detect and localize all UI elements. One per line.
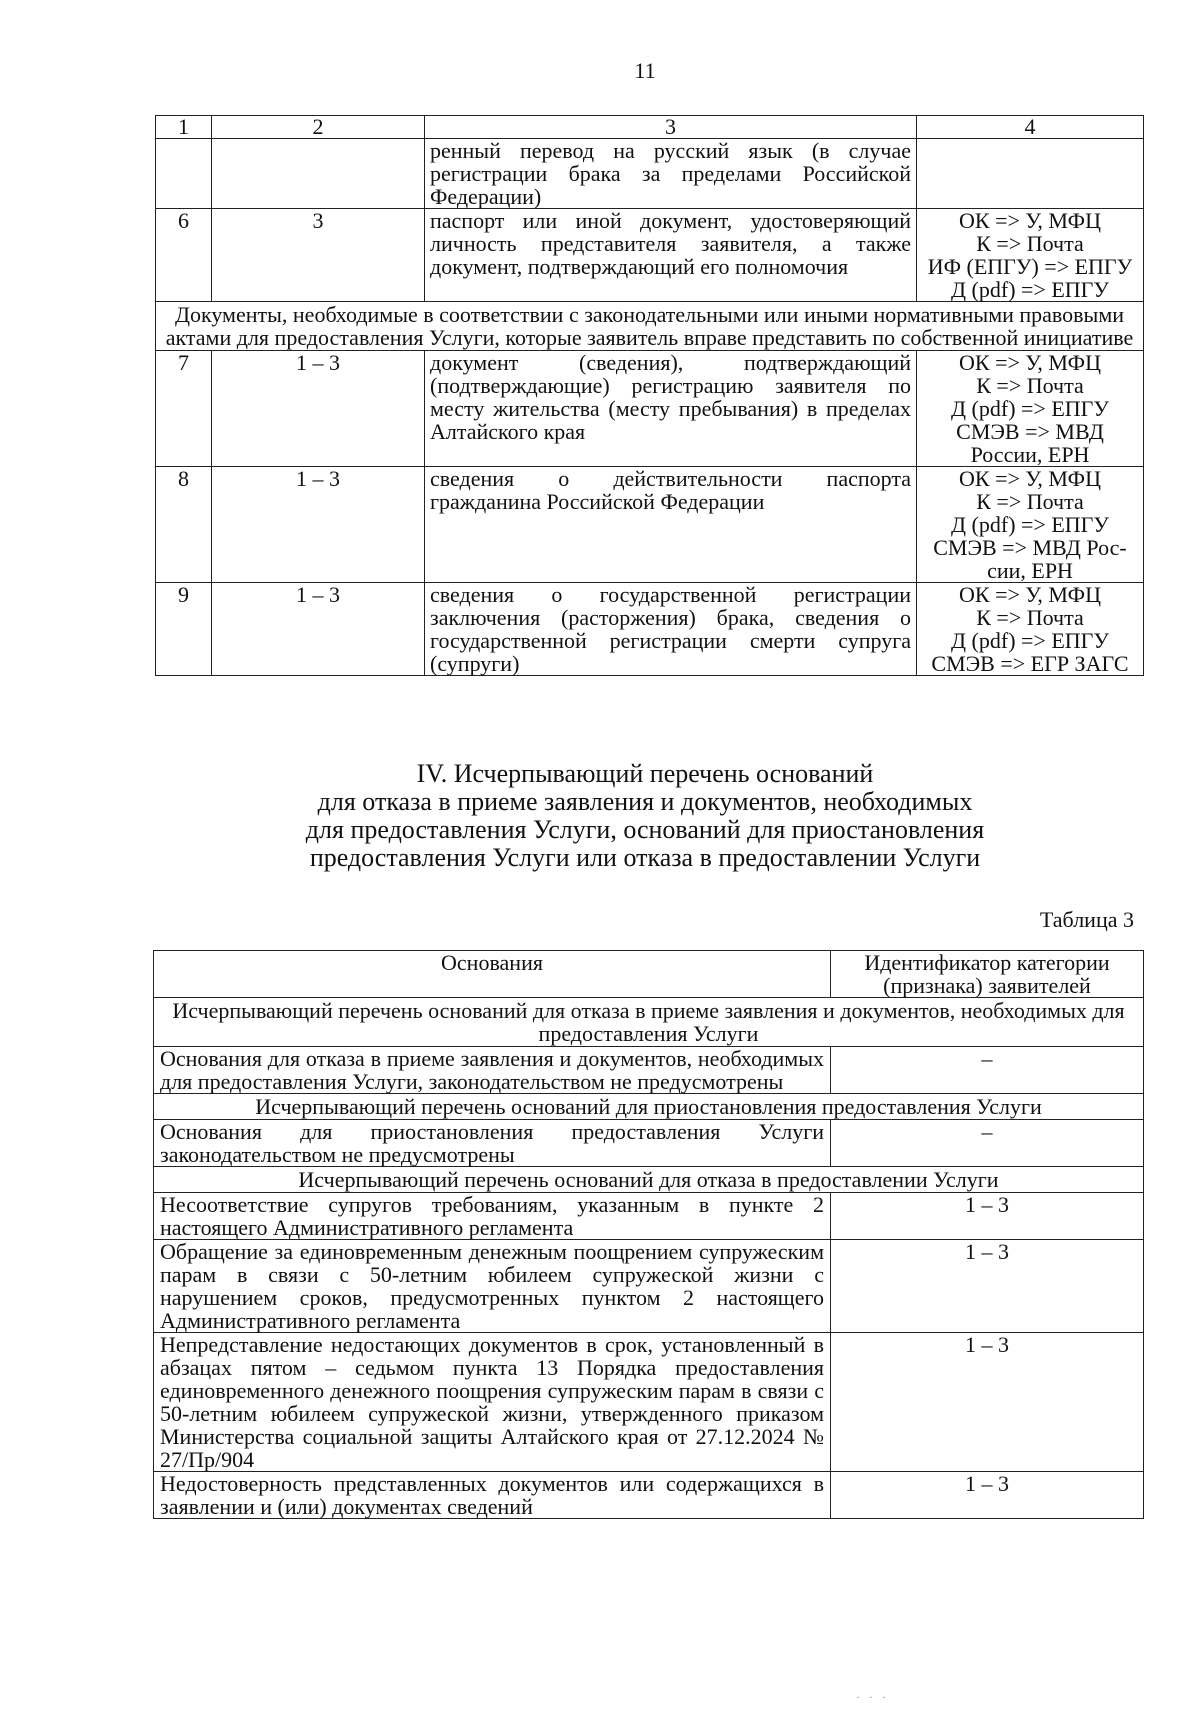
table-header-row: [154, 951, 1144, 998]
table-header-row: [156, 116, 1144, 139]
section-heading: [0, 760, 1200, 872]
method-line: Д (pdf) => ЕПГУ: [951, 277, 1109, 302]
section-title: Исчерпывающий перечень оснований для отказа в предоставлении Услуги: [154, 1167, 1144, 1193]
table-row: [154, 1472, 1144, 1519]
heading-line: для предоставления Услуги, оснований для приостановления: [305, 815, 985, 844]
row-category: 3: [212, 209, 425, 302]
category-cell: 1 – 3: [831, 1240, 1144, 1333]
category-cell: –: [831, 1047, 1144, 1094]
reason-cell: Обращение за единовременным денежным поощрением супружеским парам в связи с 50-летним юбилеем супружеской жизни с нарушением сроков, предусмотренных пунктом 2 настоящего Административного регламента: [154, 1240, 831, 1333]
table-row: [156, 467, 1144, 583]
row-methods: [917, 467, 1144, 583]
reason-cell: Несоответствие супругов требованиям, указанным в пункте 2 настоящего Административного регламента: [154, 1193, 831, 1240]
documents-table: [155, 115, 1144, 676]
method-line: К => Почта: [976, 489, 1084, 514]
table-row: [156, 351, 1144, 467]
row-number: 6: [156, 209, 212, 302]
reason-cell: Основания для отказа в приеме заявления и документов, необходимых для предоставления Услуги, законодательством не предусмотрены: [154, 1047, 831, 1094]
method-line: ИФ (ЕПГУ) => ЕПГУ: [927, 254, 1133, 279]
table-label: Таблица 3: [1039, 907, 1134, 932]
table-row: [156, 209, 1144, 302]
column-header: 2: [212, 116, 425, 139]
heading-line: для отказа в приеме заявления и документов, необходимых: [317, 787, 973, 816]
table-row: [154, 1047, 1144, 1094]
row-document: ренный перевод на русский язык (в случае регистрации брака за пределами Российской Федерации): [425, 139, 917, 209]
section-title: Исчерпывающий перечень оснований для отказа в приеме заявления и документов, необходимых для предоставления Услуги: [154, 998, 1144, 1047]
column-header-category: Идентификатор категории (признака) заявителей: [831, 951, 1144, 998]
reason-cell: Непредставление недостающих документов в срок, установленный в абзацах пятом – седьмом пункта 13 Порядка предоставления единовременного денежного поощрения супружеским парам в связи с 50-летним юбилеем супружеской жизни, утвержденного приказом Министерства социальной защиты Алтайского края от 27.12.2024 № 27/Пр/904: [154, 1333, 831, 1472]
grounds-table: [153, 950, 1144, 1519]
row-document: сведения о государственной регистрации заключения (расторжения) брака, сведения о государственной регистрации смерти супруга (супруги): [425, 583, 917, 676]
column-header-reasons: Основания: [154, 951, 831, 998]
heading-line: предоставления Услуги или отказа в предоставлении Услуги: [309, 843, 981, 872]
method-line: сии, ЕРН: [987, 558, 1073, 583]
method-line: К => Почта: [976, 373, 1084, 398]
page-number: 11: [634, 58, 656, 83]
method-line: ОК => У, МФЦ: [959, 208, 1101, 233]
row-methods: [917, 209, 1144, 302]
table-row: [154, 1120, 1144, 1167]
reason-cell: Основания для приостановления предоставления Услуги законодательством не предусмотрены: [154, 1120, 831, 1167]
column-header: 1: [156, 116, 212, 139]
category-cell: 1 – 3: [831, 1333, 1144, 1472]
row-methods: [917, 139, 1144, 209]
method-line: ОК => У, МФЦ: [959, 582, 1101, 607]
row-number: [156, 139, 212, 209]
column-header: 3: [425, 116, 917, 139]
row-number: 8: [156, 467, 212, 583]
row-methods: [917, 351, 1144, 467]
method-line: России, ЕРН: [970, 442, 1090, 467]
row-document: документ (сведения), подтверждающий (подтверждающие) регистрацию заявителя по месту жительства (месту пребывания) в пределах Алтайского края: [425, 351, 917, 467]
reason-cell: Недостоверность представленных документов или содержащихся в заявлении и (или) документах сведений: [154, 1472, 831, 1519]
section-row: [154, 998, 1144, 1047]
section-row: [156, 302, 1144, 351]
section-title: Исчерпывающий перечень оснований для приостановления предоставления Услуги: [154, 1094, 1144, 1120]
method-line: СМЭВ => ЕГР ЗАГС: [931, 651, 1129, 676]
table-row: [154, 1193, 1144, 1240]
method-line: ОК => У, МФЦ: [959, 350, 1101, 375]
row-document: сведения о действительности паспорта гражданина Российской Федерации: [425, 467, 917, 583]
section-row: [154, 1167, 1144, 1193]
section-title: Документы, необходимые в соответствии с законодательными или иными нормативными правовыми актами для предоставления Услуги, которые заявитель вправе представить по собственной инициативе: [156, 302, 1144, 351]
method-line: Д (pdf) => ЕПГУ: [951, 512, 1109, 537]
row-methods: [917, 583, 1144, 676]
row-category: 1 – 3: [212, 583, 425, 676]
table-row: [154, 1333, 1144, 1472]
section-row: [154, 1094, 1144, 1120]
row-number: 7: [156, 351, 212, 467]
row-category: [212, 139, 425, 209]
row-category: 1 – 3: [212, 467, 425, 583]
category-cell: 1 – 3: [831, 1193, 1144, 1240]
row-document: паспорт или иной документ, удостоверяющий личность представителя заявителя, а также документ, подтверждающий его полномочия: [425, 209, 917, 302]
heading-line: IV. Исчерпывающий перечень оснований: [416, 759, 874, 788]
method-line: ОК => У, МФЦ: [959, 466, 1101, 491]
table-row: [156, 139, 1144, 209]
method-line: Д (pdf) => ЕПГУ: [951, 628, 1109, 653]
scan-mark: · · ·: [856, 1690, 889, 1704]
row-category: 1 – 3: [212, 351, 425, 467]
column-header: 4: [917, 116, 1144, 139]
table-row: [156, 583, 1144, 676]
method-line: К => Почта: [976, 231, 1084, 256]
method-line: СМЭВ => МВД Рос-: [933, 535, 1127, 560]
table-row: [154, 1240, 1144, 1333]
category-cell: –: [831, 1120, 1144, 1167]
method-line: Д (pdf) => ЕПГУ: [951, 396, 1109, 421]
method-line: СМЭВ => МВД: [956, 419, 1104, 444]
category-cell: 1 – 3: [831, 1472, 1144, 1519]
method-line: К => Почта: [976, 605, 1084, 630]
row-number: 9: [156, 583, 212, 676]
